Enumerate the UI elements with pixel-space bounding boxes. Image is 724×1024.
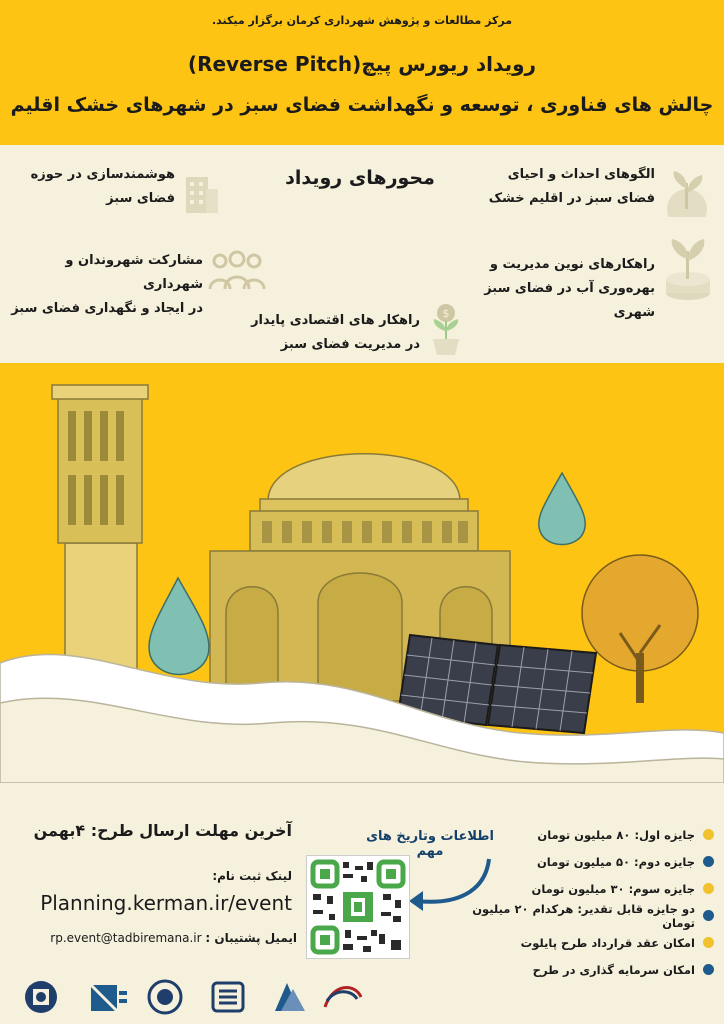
water-drop-icon (539, 473, 586, 545)
axis-item-line: در مدیریت فضای سبز (280, 337, 420, 352)
register-link[interactable]: Planning.kerman.ir/event (40, 891, 292, 915)
event-title: رویداد ریورس پیچ(Reverse Pitch) (187, 52, 537, 76)
prizes-list (444, 821, 714, 983)
sponsor-logo (25, 981, 57, 1013)
header (0, 0, 724, 145)
qr-code[interactable] (306, 855, 410, 959)
prize-item (444, 821, 714, 848)
register-label: لینک ثبت نام: (212, 869, 292, 883)
sponsor-logo (91, 985, 127, 1011)
email-link[interactable]: rp.event@tadbiremana.ir (50, 931, 202, 945)
axis-item-participation (8, 249, 203, 321)
money-plant-icon (425, 301, 467, 357)
axis-item-smart (20, 163, 175, 211)
city-scene-illustration (0, 363, 724, 783)
info-section (0, 783, 724, 1024)
sponsor-logo (325, 988, 361, 1007)
prize-item (444, 848, 714, 875)
coins-plant-icon (660, 229, 716, 303)
event-subtitle: چالش های فناوری ، توسعه و نگهداشت فضای سبز در شهرهای خشک اقلیم (10, 94, 714, 116)
prize-item (444, 875, 714, 902)
bullet-dot (703, 829, 714, 840)
prize-item (444, 929, 714, 956)
tree-illustration (582, 555, 698, 703)
bullet-dot (703, 937, 714, 948)
prize-text: جایزه دوم: ۵۰ میلیون تومان (536, 854, 695, 869)
bullet-dot (703, 883, 714, 894)
axis-item-line: الگوهای احداث و احیای (507, 167, 655, 182)
axis-item-line: در ایجاد و نگهداری فضای سبز (11, 301, 203, 316)
sponsor-logo (213, 983, 243, 1011)
axis-item-line: بهره‌وری آب در فضای سبز شهری (484, 281, 655, 320)
prize-item (444, 902, 714, 929)
axis-item-line: راهکار های اقتصادی پایدار (251, 313, 420, 328)
axis-item-line: هوشمندسازی در حوزه (30, 167, 175, 182)
prize-text: امکان سرمایه گذاری در طرح (532, 962, 695, 977)
axis-item-line: مشارکت شهروندان و شهرداری (65, 253, 203, 292)
bullet-dot (703, 910, 714, 921)
bullet-dot (703, 856, 714, 867)
support-email-row (22, 931, 297, 945)
axes-title: محورهای رویداد (285, 167, 435, 189)
building-icon (180, 167, 222, 215)
axis-item-line: راهکارهای نوین مدیریت و (489, 257, 655, 272)
axis-item-patterns (480, 163, 655, 211)
sponsor-logo (149, 981, 181, 1013)
svg-text:$: $ (442, 307, 450, 320)
axis-item-line: فضای سبز (106, 191, 175, 206)
sponsor-logo (275, 983, 305, 1011)
people-icon (206, 249, 268, 293)
sponsor-logos (15, 977, 715, 1019)
event-axes-panel (0, 145, 724, 363)
axis-item-water (440, 253, 655, 325)
water-drop-icon (149, 578, 209, 675)
axis-item-line: فضای سبز در اقلیم خشک (488, 191, 655, 206)
prize-text: امکان عقد قرارداد طرح پایلوت (520, 935, 695, 950)
bullet-dot (703, 964, 714, 975)
info-title: اطلاعات وتاریخ های مهم (366, 829, 494, 859)
sprout-icon (660, 165, 714, 217)
email-label: ایمیل پشتیبان : (205, 931, 297, 945)
prize-text: دو جایزه قابل تقدیر: هرکدام ۲۰ میلیون تومان (472, 901, 695, 930)
organizer-text: مرکز مطالعات و پژوهش شهرداری کرمان برگزار میکند. (211, 14, 513, 27)
prize-text: جایزه سوم: ۳۰ میلیون تومان (531, 881, 695, 896)
prize-text: جایزه اول: ۸۰ میلیون تومان (537, 827, 695, 842)
deadline-text: آخرین مهلت ارسال طرح: ۴بهمن (33, 821, 292, 840)
axis-item-economic (225, 309, 420, 357)
